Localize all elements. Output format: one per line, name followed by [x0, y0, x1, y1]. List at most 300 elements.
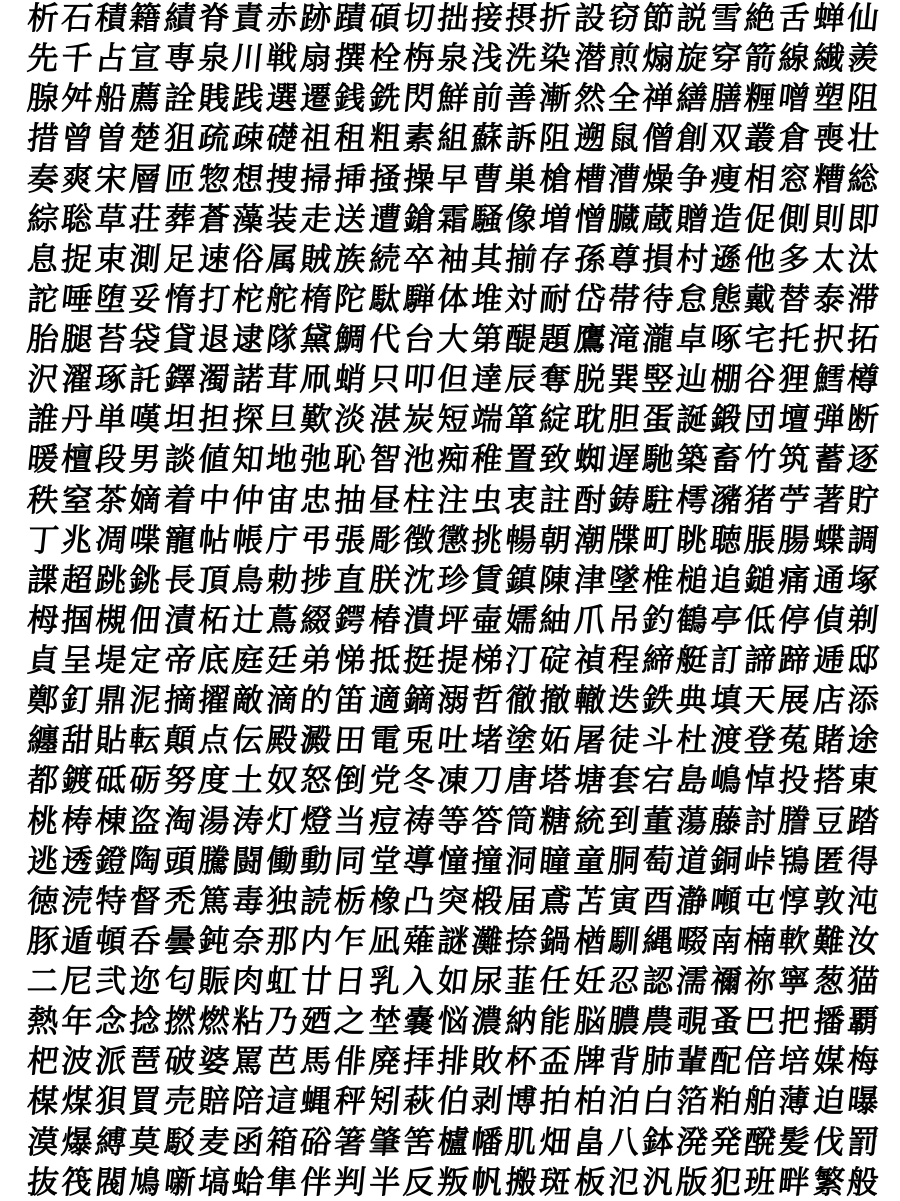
kanji-glyph: 遁 [59, 923, 95, 961]
kanji-glyph: 杯 [503, 1043, 539, 1081]
kanji-glyph: 呈 [59, 642, 95, 680]
kanji-glyph: 荘 [128, 201, 163, 238]
kanji-glyph: 陶 [128, 843, 163, 880]
kanji-glyph: 速 [196, 241, 232, 279]
kanji-glyph: 蝿 [298, 1084, 334, 1121]
kanji-glyph: 纏 [25, 722, 61, 760]
kanji-glyph: 廿 [298, 963, 334, 1001]
kanji-glyph: 虹 [264, 963, 300, 1001]
kanji-glyph: 覗 [674, 1003, 710, 1041]
kanji-glyph: 辿 [674, 361, 710, 399]
kanji-glyph: 阻 [845, 80, 881, 118]
kanji-glyph: 帖 [196, 522, 232, 559]
kanji-glyph: 敦 [811, 883, 847, 921]
kanji-glyph: 薙 [401, 923, 437, 961]
kanji-glyph: 朝 [537, 522, 573, 559]
kanji-glyph: 切 [401, 0, 437, 38]
kanji-glyph: 遅 [606, 442, 642, 479]
kanji-glyph: 陳 [537, 562, 573, 600]
kanji-glyph: 掻 [367, 161, 402, 198]
kanji-row [26, 403, 880, 437]
kanji-glyph: 鍔 [332, 602, 368, 640]
kanji-glyph: 宙 [264, 482, 300, 519]
kanji-glyph: 栴 [401, 40, 437, 78]
kanji-glyph: 態 [708, 281, 744, 319]
kanji-glyph: 年 [59, 1003, 95, 1041]
kanji-glyph: 鎮 [503, 562, 539, 600]
kanji-glyph: 長 [162, 562, 198, 600]
kanji-glyph: 担 [196, 401, 232, 439]
kanji-glyph: 忠 [298, 482, 334, 519]
kanji-glyph: 暖 [25, 442, 61, 479]
kanji-glyph: 入 [401, 963, 437, 1001]
kanji-glyph: 浅 [469, 40, 505, 78]
kanji-glyph: 点 [196, 722, 232, 760]
kanji-glyph: 蘇 [469, 121, 505, 158]
kanji-glyph: 擢 [196, 682, 232, 720]
kanji-glyph: 珍 [435, 562, 471, 600]
kanji-glyph: 醗 [742, 1124, 778, 1161]
kanji-glyph: 読 [298, 883, 334, 921]
kanji-glyph: 蛋 [640, 401, 676, 439]
kanji-glyph: 鍛 [708, 401, 744, 439]
kanji-glyph: 畔 [777, 1164, 812, 1201]
kanji-glyph: 箱 [264, 1124, 300, 1161]
kanji-glyph: 題 [537, 321, 573, 359]
kanji-glyph: 豆 [811, 803, 847, 840]
kanji-glyph: 乃 [264, 1003, 300, 1041]
kanji-glyph: 蓄 [811, 442, 847, 479]
kanji-glyph: 鯛 [332, 321, 368, 359]
kanji-glyph: 其 [469, 241, 505, 279]
kanji-row [26, 885, 880, 919]
kanji-glyph: 殿 [264, 722, 300, 760]
kanji-glyph: 八 [606, 1124, 642, 1161]
kanji-glyph: 乳 [367, 963, 402, 1001]
kanji-glyph: 楠 [742, 923, 778, 961]
kanji-glyph: 弛 [298, 442, 334, 479]
kanji-glyph: 逓 [811, 642, 847, 680]
kanji-glyph: 栃 [332, 883, 368, 921]
kanji-glyph: 直 [332, 562, 368, 600]
kanji-glyph: 瀞 [674, 883, 710, 921]
kanji-glyph: 道 [674, 843, 710, 880]
kanji-glyph: 潜 [572, 40, 607, 78]
kanji-glyph: 鋳 [606, 482, 642, 519]
kanji-glyph: 詑 [25, 281, 61, 319]
kanji-glyph: 琶 [128, 1043, 163, 1081]
kanji-glyph: 著 [811, 482, 847, 519]
kanji-glyph: 短 [435, 401, 471, 439]
kanji-glyph: 叩 [401, 361, 437, 399]
kanji-row [26, 965, 880, 999]
kanji-glyph: 綜 [25, 201, 61, 238]
kanji-glyph: 痴 [435, 442, 471, 479]
kanji-glyph: 狙 [162, 121, 198, 158]
kanji-glyph: 謄 [777, 803, 812, 840]
kanji-glyph: 添 [845, 682, 881, 720]
kanji-glyph: 透 [59, 843, 95, 880]
kanji-row [26, 925, 880, 959]
kanji-glyph: 徹 [503, 682, 539, 720]
kanji-glyph: 脱 [572, 361, 607, 399]
kanji-glyph: 逐 [845, 442, 881, 479]
kanji-glyph: 堤 [93, 642, 129, 680]
kanji-glyph: 萩 [401, 1084, 437, 1121]
kanji-glyph: 宕 [640, 763, 676, 800]
kanji-glyph: 探 [230, 401, 266, 439]
kanji-glyph: 前 [469, 80, 505, 118]
kanji-glyph: 惰 [162, 281, 198, 319]
kanji-glyph: 積 [93, 0, 129, 38]
kanji-glyph: 念 [93, 1003, 129, 1041]
kanji-glyph: 途 [845, 722, 881, 760]
kanji-row [26, 684, 880, 718]
kanji-glyph: 柁 [230, 281, 266, 319]
kanji-glyph: 即 [845, 201, 881, 238]
kanji-glyph: 善 [503, 80, 539, 118]
kanji-glyph: 埜 [367, 1003, 402, 1041]
kanji-glyph: 謎 [435, 923, 471, 961]
kanji-glyph: 他 [742, 241, 778, 279]
kanji-glyph: 展 [777, 682, 812, 720]
kanji-glyph: 篤 [196, 883, 232, 921]
kanji-glyph: 罵 [230, 1043, 266, 1081]
kanji-glyph: 析 [25, 0, 61, 38]
kanji-glyph: 噸 [708, 883, 744, 921]
kanji-glyph: 之 [332, 1003, 368, 1041]
kanji-glyph: 礎 [264, 121, 300, 158]
kanji-glyph: 多 [777, 241, 812, 279]
kanji-glyph: 的 [298, 682, 334, 720]
kanji-glyph: 撞 [469, 843, 505, 880]
kanji-glyph: 薦 [128, 80, 163, 118]
kanji-glyph: 吊 [606, 602, 642, 640]
kanji-glyph: 鎚 [742, 562, 778, 600]
kanji-glyph: 秤 [332, 1084, 368, 1121]
kanji-glyph: 燈 [298, 803, 334, 840]
kanji-glyph: 噌 [777, 80, 812, 118]
kanji-glyph: 版 [674, 1164, 710, 1201]
kanji-glyph: 鄭 [25, 682, 61, 720]
kanji-glyph: 対 [503, 281, 539, 319]
kanji-glyph: 特 [93, 883, 129, 921]
kanji-row [26, 484, 880, 518]
kanji-glyph: 煤 [59, 1084, 95, 1121]
kanji-row [26, 443, 880, 477]
kanji-glyph: 涛 [230, 803, 266, 840]
kanji-glyph: 貸 [162, 321, 198, 359]
kanji-glyph: 偵 [811, 602, 847, 640]
kanji-glyph: 琢 [93, 361, 129, 399]
kanji-glyph: 灯 [264, 803, 300, 840]
kanji-glyph: 繊 [811, 40, 847, 78]
kanji-glyph: 尼 [59, 963, 95, 1001]
kanji-glyph: 堂 [367, 843, 402, 880]
kanji-glyph: 胆 [606, 401, 642, 439]
kanji-glyph: 農 [640, 1003, 676, 1041]
kanji-glyph: 寵 [162, 522, 198, 559]
kanji-glyph: 第 [469, 321, 505, 359]
kanji-glyph: 程 [606, 642, 642, 680]
kanji-glyph: 髪 [777, 1124, 812, 1161]
kanji-glyph: 泥 [128, 682, 163, 720]
kanji-glyph: 先 [25, 40, 61, 78]
kanji-glyph: 禿 [162, 883, 198, 921]
kanji-glyph: 唾 [59, 281, 95, 319]
kanji-glyph: 霜 [435, 201, 471, 238]
kanji-glyph: 汎 [640, 1164, 676, 1201]
kanji-glyph: 誕 [674, 401, 710, 439]
kanji-glyph: 存 [537, 241, 573, 279]
kanji-glyph: 暢 [503, 522, 539, 559]
kanji-glyph: 惇 [777, 883, 812, 921]
kanji-glyph: 狸 [777, 361, 812, 399]
kanji-glyph: 伐 [811, 1124, 847, 1161]
kanji-glyph: 鮮 [435, 80, 471, 118]
kanji-glyph: 鍋 [537, 923, 573, 961]
kanji-glyph: 橡 [367, 883, 402, 921]
kanji-glyph: 畑 [537, 1124, 573, 1161]
kanji-glyph: 属 [264, 241, 300, 279]
kanji-glyph: 沢 [25, 361, 61, 399]
kanji-glyph: 石 [59, 0, 95, 38]
kanji-glyph: 啄 [708, 321, 744, 359]
kanji-glyph: 転 [128, 722, 163, 760]
kanji-glyph: 蚤 [708, 1003, 744, 1041]
kanji-glyph: 苫 [572, 883, 607, 921]
kanji-glyph: 都 [25, 763, 61, 800]
kanji-glyph: 届 [503, 883, 539, 921]
kanji-glyph: 陀 [332, 281, 368, 319]
kanji-glyph: 縛 [93, 1124, 129, 1161]
kanji-glyph: 発 [708, 1124, 744, 1161]
kanji-glyph: 土 [230, 763, 266, 800]
kanji-glyph: 泉 [435, 40, 471, 78]
kanji-glyph: 漬 [162, 602, 198, 640]
kanji-glyph: 虫 [469, 482, 505, 519]
kanji-glyph: 艇 [674, 642, 710, 680]
kanji-glyph: 墜 [606, 562, 642, 600]
kanji-row [26, 805, 880, 839]
kanji-glyph: 怒 [298, 763, 334, 800]
kanji-glyph: 岱 [572, 281, 607, 319]
kanji-glyph: 膿 [606, 1003, 642, 1041]
kanji-glyph: 泊 [606, 1084, 642, 1121]
kanji-glyph: 粕 [708, 1084, 744, 1121]
kanji-glyph: 匿 [811, 843, 847, 880]
kanji-glyph: 灘 [469, 923, 505, 961]
kanji-glyph: 繁 [811, 1164, 847, 1201]
kanji-glyph: 弐 [93, 963, 129, 1001]
kanji-glyph: 抜 [25, 1164, 61, 1201]
kanji-glyph: 童 [572, 843, 607, 880]
kanji-glyph: 伯 [435, 1084, 471, 1121]
kanji-glyph: 相 [742, 161, 778, 198]
kanji-glyph: 汰 [845, 241, 881, 279]
kanji-glyph: 秩 [25, 482, 61, 519]
kanji-glyph: 粗 [367, 121, 402, 158]
kanji-glyph: 搭 [811, 763, 847, 800]
kanji-glyph: 濡 [674, 963, 710, 1001]
kanji-glyph: 拍 [537, 1084, 573, 1121]
kanji-glyph: 摘 [162, 682, 198, 720]
kanji-glyph: 息 [25, 241, 61, 279]
kanji-glyph: 舶 [742, 1084, 778, 1121]
kanji-glyph: 漸 [537, 80, 573, 118]
kanji-glyph: 茸 [264, 361, 300, 399]
kanji-glyph: 砥 [93, 763, 129, 800]
kanji-glyph: 争 [674, 161, 710, 198]
kanji-glyph: 中 [196, 482, 232, 519]
kanji-glyph: 韮 [503, 963, 539, 1001]
kanji-glyph: 戦 [264, 40, 300, 78]
kanji-glyph: 穿 [708, 40, 744, 78]
kanji-glyph: 帯 [606, 281, 642, 319]
kanji-glyph: 培 [777, 1043, 812, 1081]
kanji-glyph: 痛 [777, 562, 812, 600]
kanji-glyph: 潰 [401, 602, 437, 640]
kanji-glyph: 打 [196, 281, 232, 319]
kanji-glyph: 痩 [708, 161, 744, 198]
kanji-glyph: 泉 [196, 40, 232, 78]
kanji-glyph: 臓 [606, 201, 642, 238]
kanji-glyph: 庁 [264, 522, 300, 559]
kanji-glyph: 藤 [708, 803, 744, 840]
kanji-glyph: 陪 [230, 1084, 266, 1121]
kanji-glyph: 低 [742, 602, 778, 640]
kanji-glyph: 撤 [537, 682, 573, 720]
kanji-glyph: 塘 [572, 763, 607, 800]
kanji-glyph: 辰 [503, 361, 539, 399]
kanji-glyph: 狽 [93, 1084, 129, 1121]
kanji-glyph: 鱈 [811, 361, 847, 399]
kanji-glyph: 澱 [298, 722, 334, 760]
kanji-row [26, 42, 880, 76]
kanji-glyph: 填 [708, 682, 744, 720]
kanji-glyph: 折 [537, 0, 573, 38]
kanji-glyph: 註 [537, 482, 573, 519]
kanji-glyph: 芭 [264, 1043, 300, 1081]
kanji-glyph: 濁 [196, 361, 232, 399]
kanji-glyph: 判 [332, 1164, 368, 1201]
kanji-glyph: 糖 [537, 803, 573, 840]
kanji-glyph: 退 [196, 321, 232, 359]
kanji-row [26, 1126, 880, 1160]
kanji-glyph: 壇 [777, 401, 812, 439]
kanji-glyph: 遷 [298, 80, 334, 118]
kanji-glyph: 派 [93, 1043, 129, 1081]
kanji-glyph: 扇 [298, 40, 334, 78]
kanji-glyph: 納 [503, 1003, 539, 1041]
kanji-glyph: 蹟 [332, 0, 368, 38]
kanji-glyph: 宋 [93, 161, 129, 198]
kanji-glyph: 迫 [811, 1084, 847, 1121]
kanji-glyph: 貯 [845, 482, 881, 519]
kanji-glyph: 単 [93, 401, 129, 439]
kanji-glyph: 妬 [537, 722, 573, 760]
kanji-glyph: 筑 [777, 442, 812, 479]
kanji-glyph: 滞 [845, 281, 881, 319]
kanji-glyph: 搬 [503, 1164, 539, 1201]
kanji-glyph: 疏 [196, 121, 232, 158]
kanji-glyph: 屯 [742, 883, 778, 921]
kanji-glyph: 鐸 [162, 361, 198, 399]
kanji-glyph: 塔 [537, 763, 573, 800]
kanji-glyph: 祷 [401, 803, 437, 840]
kanji-glyph: 彫 [367, 522, 402, 559]
kanji-row [26, 564, 880, 598]
kanji-glyph: 遜 [708, 241, 744, 279]
kanji-glyph: 把 [777, 1003, 812, 1041]
kanji-glyph: 槽 [572, 161, 607, 198]
kanji-row [26, 1085, 880, 1119]
kanji-glyph: 牌 [572, 1043, 607, 1081]
kanji-glyph: 如 [435, 963, 471, 1001]
kanji-glyph: 摂 [503, 0, 539, 38]
kanji-glyph: 醍 [503, 321, 539, 359]
kanji-glyph: 腸 [777, 522, 812, 559]
kanji-glyph: 俳 [332, 1043, 368, 1081]
kanji-glyph: 努 [162, 763, 198, 800]
kanji-glyph: 蛤 [230, 1164, 266, 1201]
kanji-glyph: 接 [469, 0, 505, 38]
kanji-glyph: 迭 [606, 682, 642, 720]
kanji-glyph: 迩 [128, 963, 163, 1001]
kanji-glyph: 村 [674, 241, 710, 279]
kanji-glyph: 旋 [674, 40, 710, 78]
kanji-glyph: 槍 [537, 161, 573, 198]
kanji-glyph: 叢 [742, 121, 778, 158]
kanji-row [26, 764, 880, 798]
kanji-glyph: 智 [367, 442, 402, 479]
kanji-glyph: 藻 [230, 201, 266, 238]
kanji-glyph: 竪 [640, 361, 676, 399]
kanji-glyph: 顛 [162, 722, 198, 760]
kanji-glyph: 難 [811, 923, 847, 961]
kanji-row [26, 363, 880, 397]
kanji-glyph: 賭 [811, 722, 847, 760]
kanji-glyph: 訂 [708, 642, 744, 680]
kanji-glyph: 糎 [742, 80, 778, 118]
kanji-glyph: 配 [708, 1043, 744, 1081]
kanji-glyph: 綴 [298, 602, 334, 640]
kanji-glyph: 駐 [640, 482, 676, 519]
kanji-glyph: 畠 [572, 1124, 607, 1161]
kanji-glyph: 阻 [537, 121, 573, 158]
kanji-glyph: 日 [332, 963, 368, 1001]
kanji-glyph: 津 [572, 562, 607, 600]
kanji-glyph: 朕 [367, 562, 402, 600]
kanji-glyph: 舵 [264, 281, 300, 319]
kanji-glyph: 匂 [162, 963, 198, 1001]
kanji-glyph: 馳 [640, 442, 676, 479]
kanji-glyph: 代 [367, 321, 402, 359]
kanji-glyph: 巽 [606, 361, 642, 399]
kanji-glyph: 喋 [128, 522, 163, 559]
kanji-glyph: 黛 [298, 321, 334, 359]
kanji-glyph: 沈 [401, 562, 437, 600]
kanji-glyph: 捗 [298, 562, 334, 600]
kanji-glyph: 瀦 [708, 482, 744, 519]
kanji-glyph: 楕 [298, 281, 334, 319]
kanji-glyph: 笛 [332, 682, 368, 720]
kanji-glyph: 莫 [128, 1124, 163, 1161]
kanji-glyph: 旦 [264, 401, 300, 439]
kanji-glyph: 致 [537, 442, 573, 479]
kanji-glyph: 蝶 [811, 522, 847, 559]
kanji-glyph: 猪 [742, 482, 778, 519]
